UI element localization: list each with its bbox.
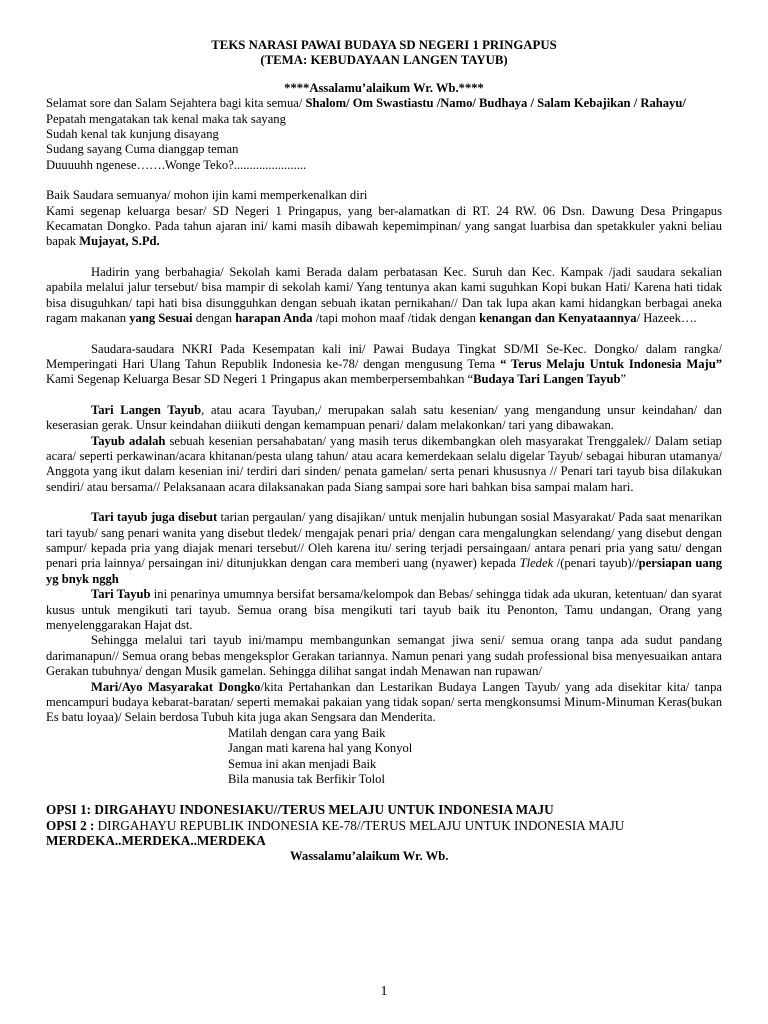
mari-paragraph: Mari/Ayo Masyarakat Dongko/kita Pertahankan dan Lestarikan Budaya Langen Tayub/ yang ada disekitar kita/ tanpa mencampuri budaya kebarat-baratan/ seperti memakai pakaian yang tidak sopan/ serta mengkonsumsi Minum-Minuman Keras(bukan Es batu loyaa)/ Selain berdosa Tubuh kita juga akan Sengsara dan Menderita. — [46, 679, 722, 725]
pantun-line: Sudah kenal tak kunjung disayang — [46, 127, 219, 142]
closing-salutation: Wassalamu’alaikum Wr. Wb. — [290, 848, 449, 863]
poem-line: Matilah dengan cara yang Baik — [228, 725, 386, 740]
tayub-adalah-paragraph: Tayub adalah sebuah kesenian persahabatan/ yang masih terus dikembangkan oleh masyarakat Trenggalek// Dalam setiap acara/ seperti perkawinan/acara khitanan/pesta ulang tahun/ atau acara kemerdekaan selalu digelar Tayub/ sebagai hiburan utamanya/ Anggota yang ikut dalam kesenian ini/ terdiri dari sinden/ penata gamelan/ serta penari khususnya // Penari tari tayub bisa dilakukan sendiri/ atau bersama// Pelaksanaan acara dilaksanakan pada Siang sampai sore hari bahkan bisa sampai malam hari. — [46, 433, 722, 494]
option-1: OPSI 1: DIRGAHAYU INDONESIAKU//TERUS MELAJU UNTUK INDONESIA MAJU — [46, 802, 554, 818]
salam-paragraph: Selamat sore dan Salam Sejahtera bagi kita semua/ Shalom/ Om Swastiastu /Namo/ Budhaya / Salam Kebajikan / Rahayu/ — [46, 96, 686, 111]
document-theme: (TEMA: KEBUDAYAAN LANGEN TAYUB) — [260, 53, 508, 68]
intro-line: Baik Saudara semuanya/ mohon ijin kami memperkenalkan diri — [46, 188, 368, 203]
merdeka-line: MERDEKA..MERDEKA..MERDEKA — [46, 833, 266, 849]
intro-paragraph: Kami segenap keluarga besar/ SD Negeri 1 Pringapus, yang ber-alamatkan di RT. 24 RW. 06 Dsn. Dawung Desa Pringapus Kecamatan Dongko. Pada tahun ajaran ini/ kami masih dibawah kepemimpinan/ yang sangat luarbisa dan spetakkuler yakni beliau bapak Mujayat, S.Pd. — [46, 203, 722, 249]
pantun — [46, 112, 722, 174]
option-2: OPSI 2 : DIRGAHAYU REPUBLIK INDONESIA KE-78//TERUS MELAJU UNTUK INDONESIA MAJU — [46, 817, 625, 833]
tari-pergaulan-paragraph: Tari tayub juga disebut tarian pergaulan/ yang disajikan/ untuk menjalin hubungan sosial Masyarakat/ Pada saat menarikan tari tayub/ sang penari wanita yang disebut tledek/ mengajak penari pria/ dengan cara mengalungkan selendang/ yang disebut dengan sampur/ kepada pria yang diajak menari tersebut// Oleh karena itu/ sering terjadi persaingaan/ antara penari pria yang satu/ dengan penari pria lainnya/ persaingan ini/ ditunjukkan dengan cara memberi uang (nyawer) kepada Tledek /(penari tayub)//persiapan uang yg bnyk nggh — [46, 510, 723, 586]
poem-line: Semua ini akan menjadi Baik — [228, 756, 377, 771]
document-title: TEKS NARASI PAWAI BUDAYA SD NEGERI 1 PRINGAPUS — [211, 38, 557, 52]
hadirin-paragraph: Hadirin yang berbahagia/ Sekolah kami Berada dalam perbatasan Kec. Suruh dan Kec. Kampak /jadi saudara sekalian apabila melalui jalur tersebut/ bisa mampir di sekolah kami/ Yang tentunya akan kami suguhkan Kopi bukan Hati/ Karena hati tidak bisa disuguhkan/ tapi hati bisa disungguhkan dengan sebuah ikatan pernikahan// Dan tak lupa akan kami hidangkan berbagai aneka ragam makanan yang Sesuai dengan harapan Anda /tapi mohon maaf /tidak dengan kenangan dan Kenyataannya/ Hazeek…. — [46, 264, 722, 326]
closing-poem — [46, 726, 722, 788]
pantun-line: Pepatah mengatakan tak kenal maka tak sayang — [46, 111, 286, 126]
page-number: 1 — [380, 984, 388, 999]
sehingga-paragraph: Sehingga melalui tari tayub ini/mampu membangunkan semangat jiwa seni/ semua orang tanpa ada sudut pandang darimanapun// Semua orang bebas mengeksplor Gerakan tariannya. Namun penari yang sudah professional bisa menyesuaikan antara Gerakan tubuhnya/ dengan Musik gamelan. Sehingga dilihat sangat indah Menawan nan rupawan/ — [46, 633, 722, 679]
document-body — [46, 38, 722, 864]
poem-line: Bila manusia tak Berfikir Tolol — [228, 772, 385, 787]
tari-langen-tayub-paragraph: Tari Langen Tayub, atau acara Tayuban,/ merupakan salah satu kesenian/ yang mengandung unsur keindahan/ dan keserasian gerak. Unsur keindahan diiikuti dengan kemampuan penari/ dalam melakonkan/ tari yang dibawakan. — [46, 402, 722, 433]
greeting: ****Assalamu’alaikum Wr. Wb.**** — [284, 80, 484, 95]
pantun-line: Duuuuhh ngenese…….Wonge Teko?....................... — [46, 157, 307, 172]
nkri-paragraph: Saudara-saudara NKRI Pada Kesempatan kali ini/ Pawai Budaya Tingkat SD/MI Se-Kec. Dongko/ dalam rangka/ Memperingati Hari Ulang Tahun Republik Indonesia ke-78/ dengan mengusung Tema “ Terus Melaju Untuk Indonesia Maju” Kami Segenap Keluarga Besar SD Negeri 1 Pringapus akan memberpersembahkan “Budaya Tari Langen Tayub” — [46, 341, 722, 387]
poem-line: Jangan mati karena hal yang Konyol — [228, 741, 413, 756]
pantun-line: Sudang sayang Cuma dianggap teman — [46, 142, 239, 157]
tari-tayub-penari-paragraph: Tari Tayub ini penarinya umumnya bersifat bersama/kelompok dan Bebas/ sehingga tidak ada ukuran, ketentuan/ dan syarat kusus untuk mengikuti tari tayub. Semua orang bisa mengikuti tari tayub baik itu Penonton, Tamu undangan, Orang yang menyelenggarakan Hajat dst. — [46, 587, 722, 632]
principal-name: Mujayat, S.Pd. — [79, 234, 160, 249]
